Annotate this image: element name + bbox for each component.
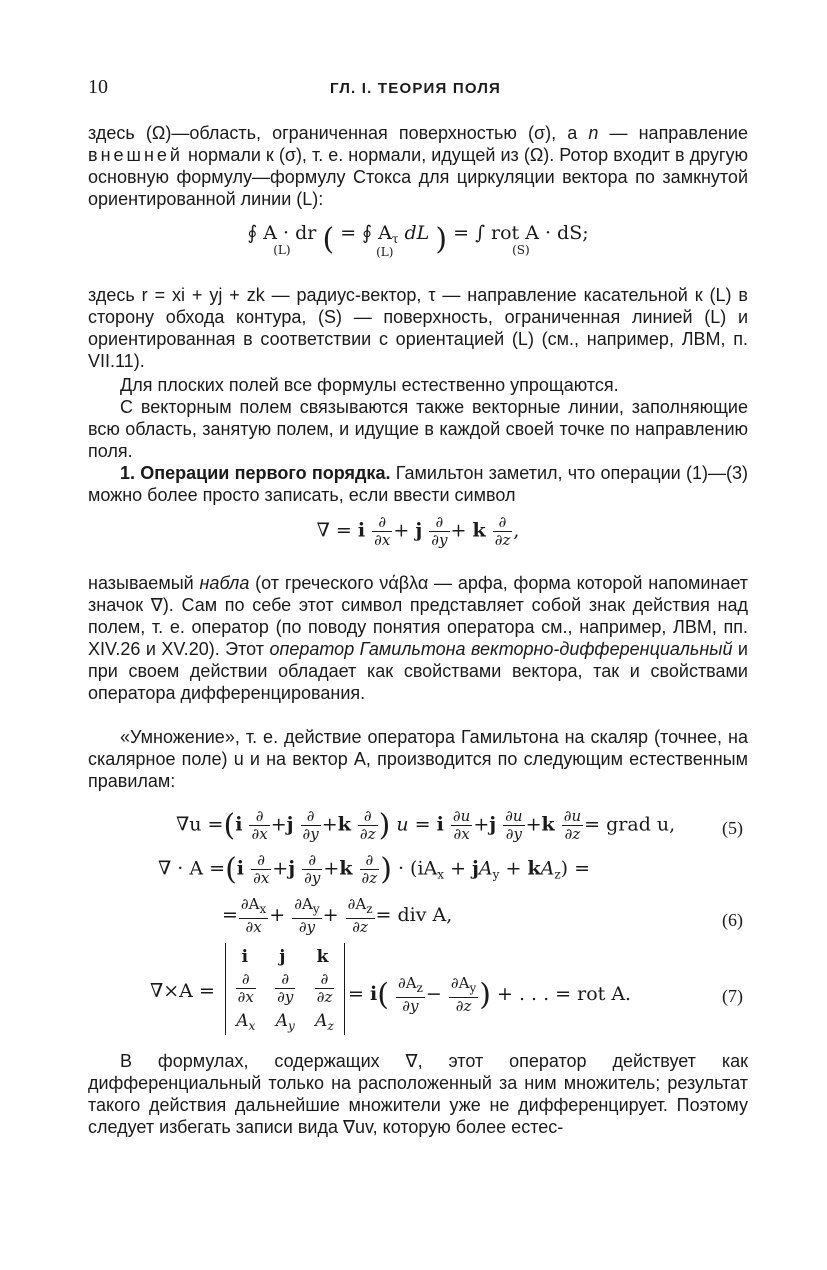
equation-number-7: (7) — [722, 986, 743, 1006]
equation-stokes: ∮ A · dr (L) ( = ∮ $A_\tau$ dL (L) ) = ∫ rot A · dS; (S) — [247, 222, 589, 259]
equation-nabla-definition: ∇ = i $\frac{\partial}{\partial x}$ + j $\frac{\partial}{\partial y}$ + k $\frac{\partial}{\partial z}$ , — [316, 513, 520, 549]
equation-div-line1: ∇ · A =(i $\frac{\partial}{\partial x}$ +j $\frac{\partial}{\partial y}$ +k $\frac{\partial}{\partial z}$ ) · $(iA_x + jA_y + kA_z)$ = — [158, 851, 591, 887]
equation-div-line2: = $\frac{\partial A_x}{\partial x}$ + $\frac{\partial A_y}{\partial y}$ + $\frac{\partial A_z}{\partial z}$ = div A, — [222, 895, 453, 936]
paragraph-nabla-name: называемый набла (от греческого νάβλα — арфа, форма которой напоминает значок ∇). Сам по себе этот символ представляет собой знак действия над полем, т. е. оператор (по поводу понятия оператора см., например, ЛВМ, пп. XIV.26 и XV.20). Этот оператор Гамильтона векторно-дифференциальный и при своем действии обладает как свойствами вектора, так и свойствами оператора дифференцирования. — [88, 573, 748, 703]
section-heading: 1. Операции первого порядка. — [120, 463, 391, 483]
paragraph-plane-fields: Для плоских полей все формулы естественно упрощаются. — [120, 375, 619, 395]
paragraph-vector-lines: С векторным полем связываются также векторные линии, заполняющие всю область, занятую полем, и идущие в каждой своей точке по направлению поля. — [88, 397, 748, 461]
paragraph-first-order: 1. Операции первого порядка. Гамильтон заметил, что операции (1)—(3) можно более просто записать, если ввести символ — [88, 463, 748, 505]
equation-number-6: (6) — [722, 910, 743, 930]
curl-determinant: i j k $\frac{\partial}{\partial x}$ $\frac{\partial}{\partial y}$ $\frac{\partial}{\partial z}$ $A_x$ $A_y$ $A_z$ — [225, 943, 345, 1035]
equation-curl-rhs: = i( $\frac{\partial A_z}{\partial y}$ − $\frac{\partial A_y}{\partial z}$ ) + . . . = rot A. — [348, 974, 632, 1015]
running-title: ГЛ. I. ТЕОРИЯ ПОЛЯ — [330, 80, 502, 97]
equation-number-5: (5) — [722, 818, 743, 838]
paragraph-stokes-intro: здесь (Ω)—область, ограниченная поверхностью (σ), а n — направление внешней нормали к (σ), т. е. нормали, идущей из (Ω). Ротор входит в другую основную формулу—формулу Стокса для циркуляции вектора по замкнутой ориентированной линии (L): — [88, 123, 748, 209]
paragraph-radius-vector: здесь r = xi + yj + zk — радиус-вектор, τ — направление касательной к (L) в сторону обхода контура, (S) — поверхность, ограниченная линией (L) и ориентированная в соответствии с ориентацией (L) (см., например, ЛВМ, п. VII.11). — [88, 285, 748, 371]
equation-grad: ∇u =(i $\frac{\partial}{\partial x}$ +j $\frac{\partial}{\partial y}$ +k $\frac{\partial}{\partial z}$ ) u = i $\frac{\partial u}{\partial x}$ +j $\frac{\partial u}{\partial y}$ +k $\frac{\partial u}{\partial z}$ = grad u, — [176, 807, 676, 843]
paragraph-multiplication: «Умножение», т. е. действие оператора Гамильтона на скаляр (точнее, на скалярное поле) u и на вектор A, производится по следующим естественным правилам: — [88, 727, 748, 791]
equation-curl-lhs: ∇×A = — [150, 980, 215, 1002]
paragraph-nabla-usage: В формулах, содержащих ∇, этот оператор действует как дифференциальный только на расположенный за ним множитель; результат такого действия дальнейшие множители уже не дифференцирует. Поэтому следует избегать записи вида ∇uv, которую более естес- — [88, 1051, 748, 1137]
page-number: 10 — [88, 76, 108, 98]
